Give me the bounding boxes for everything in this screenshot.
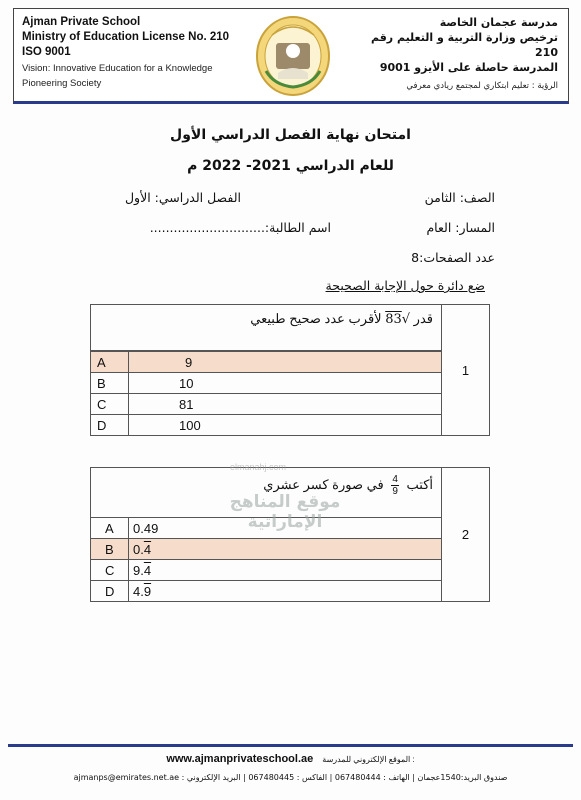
grade-label: الصف: الثامن [424, 190, 495, 205]
option-row[interactable] [91, 394, 490, 415]
option-letter: C [91, 394, 129, 415]
option-value: 10 [129, 373, 442, 394]
school-header [13, 8, 569, 104]
fraction: $\frac{4}{9}$ [392, 474, 398, 497]
header-english [22, 15, 242, 90]
option-value: 0.4 [129, 539, 442, 560]
page-count: عدد الصفحات:8 [411, 250, 495, 265]
option-letter: D [91, 581, 129, 602]
option-letter: B [91, 539, 129, 560]
exam-title: امتحان نهاية الفصل الدراسي الأول [170, 127, 411, 143]
option-value: 9.4 [129, 560, 442, 581]
option-row[interactable] [91, 415, 490, 436]
footer-website-row [8, 753, 573, 765]
watermark-site: elmanahj.com [230, 462, 287, 472]
instruction: ضع دائرة حول الإجابة الصحيحة [325, 278, 485, 293]
footer [8, 744, 573, 782]
exam-year: للعام الدراسي 2021- 2022 م [187, 158, 394, 174]
question-1-number: 1 [442, 305, 490, 436]
question-1-table [90, 304, 490, 436]
option-value: 0.49 [129, 518, 442, 539]
iso-ar: المدرسة حاصلة على الأيزو 9001 [379, 61, 558, 74]
license-ar: ترخيص وزارة التربية و التعليم رقم 210 [370, 31, 558, 59]
vision-ar: الرؤية : تعليم ابتكاري لمجتمع ريادي معرفي [406, 81, 558, 91]
license-en: Ministry of Education License No. 210 [22, 31, 230, 43]
watermark [210, 460, 360, 530]
option-value: 4.9 [129, 581, 442, 602]
option-row[interactable] [91, 581, 490, 602]
school-logo-icon [254, 15, 332, 97]
vision-en-1: Vision: Innovative Education for a Knowledge [22, 63, 213, 74]
question-2-number: 2 [442, 468, 490, 602]
iso-en: ISO 9001 [22, 46, 71, 58]
option-letter: C [91, 560, 129, 581]
semester-label: الفصل الدراسي: الأول [124, 190, 241, 205]
option-value: 9 [129, 352, 442, 373]
option-row[interactable] [91, 560, 490, 581]
student-name-field[interactable]: اسم الطالبة:............................. [149, 220, 331, 235]
vision-en-2: Pioneering Society [22, 78, 102, 89]
option-value: 81 [129, 394, 442, 415]
school-name-ar: مدرسة عجمان الخاصة [439, 16, 558, 29]
website-link[interactable]: www.ajmanprivateschool.ae [166, 753, 314, 765]
sqrt-icon: √83 [385, 312, 411, 327]
option-value: 100 [129, 415, 442, 436]
option-letter: D [91, 415, 129, 436]
question-2-text: أكتب $\frac{4}{9}$ في صورة كسر عشري [91, 468, 442, 518]
website-label: الموقع الإلكتروني للمدرسة : [322, 755, 415, 764]
question-1-text: قدر √83 لأقرب عدد صحيح طبيعي [91, 305, 442, 351]
option-row[interactable] [91, 539, 490, 560]
watermark-name: موقع المناهج الإماراتية [229, 492, 341, 532]
school-name-en: Ajman Private School [22, 16, 141, 28]
option-row[interactable] [91, 352, 490, 373]
option-letter: B [91, 373, 129, 394]
option-row[interactable] [91, 373, 490, 394]
option-letter: A [91, 518, 129, 539]
header-arabic [348, 15, 558, 94]
option-letter: A [91, 352, 129, 373]
track-label: المسار: العام [426, 220, 495, 235]
footer-contact: صندوق البريد:1540عجمان | الهاتف : 067480444 | الفاكس : 067480445 | البريد الإلكتروني : ajmanps@emirates.net.ae [73, 773, 508, 782]
